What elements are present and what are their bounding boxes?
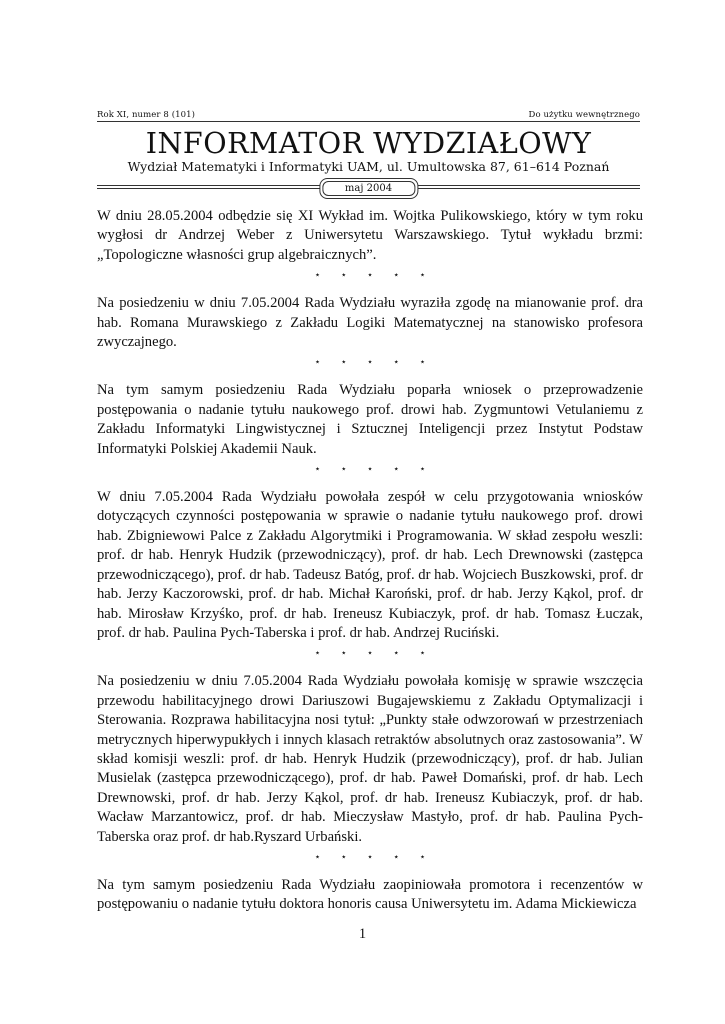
section-separator xyxy=(97,463,643,477)
header-topline xyxy=(97,110,640,120)
section-separator xyxy=(97,269,643,283)
star-icon: ⋆ xyxy=(314,648,321,660)
star-icon: ⋆ xyxy=(393,464,400,476)
date-banner xyxy=(97,178,640,198)
header-rule xyxy=(97,121,640,122)
paragraph-3: Na tym samym posiedzeniu Rada Wydziału poparła wniosek o przeprowadzenie postępowania o nadanie tytułu naukowego prof. drowi hab. Zygmuntowi Vetulaniemu z Zakładu Informatyki Lingwistycznej i Sztucznej Inteligencji przez Instytut Podstaw Informatyki Polskiej Akademii Nauk. xyxy=(97,382,643,457)
star-icon: ⋆ xyxy=(340,648,347,660)
page-number: 1 xyxy=(358,926,367,942)
paragraph-2: Na posiedzeniu w dniu 7.05.2004 Rada Wydziału wyraziła zgodę na mianowanie prof. dra hab. Romana Murawskiego z Zakładu Logiki Matematycznej na stanowisko profesora zwyczajnego. xyxy=(97,295,643,351)
star-icon: ⋆ xyxy=(419,357,426,369)
article-body xyxy=(97,207,643,915)
faculty-address: Wydział Matematyki i Informatyki UAM, ul. Umultowska 87, 61–614 Poznań xyxy=(127,159,610,174)
issue-number: Rok XI, numer 8 (101) xyxy=(97,110,196,120)
star-icon: ⋆ xyxy=(366,357,374,369)
star-icon: ⋆ xyxy=(366,851,374,863)
paragraph-5: Na posiedzeniu w dniu 7.05.2004 Rada Wydziału powołała komisję w sprawie wszczęcia przewodu habilitacyjnego drowi Dariuszowi Bugajewskiemu z Zakładu Optymalizacji i Sterowania. Rozprawa habilitacyjna nosi tytuł: „Punkty stałe odwzorowań w przestrzeniach metrycznych hiperwypukłych i innych klasach retraktów absolutnych oraz zastosowania”. W skład komisji weszli: prof. dr hab. Henryk Hudzik (przewodniczący), prof. dr hab. Julian Musielak (zastępca przewodniczącego), prof. dr hab. Paweł Domański, prof. dr hab. Lech Drewnowski, prof. dr hab. Jerzy Kąkol, prof. dr hab. Ireneusz Kubiaczyk, prof. dr hab. Wacław Marzantowicz, prof. dr hab. Mieczysław Mastyło, prof. dr hab. Paulina Pych-Taberska oraz prof. dr hab.Ryszard Urbański. xyxy=(97,673,643,845)
star-icon: ⋆ xyxy=(314,357,321,369)
paragraph-4: W dniu 7.05.2004 Rada Wydziału powołała zespół w celu przygotowania wniosków dotyczących czynności postępowania w sprawie o nadanie tytułu naukowego prof. drowi hab. Zbigniewowi Palce z Zakładu Algorytmiki i Programowania. W skład zespołu weszli: prof. dr hab. Henryk Hudzik (przewodniczący), prof. dr hab. Lech Drewnowski (zastępca przewodniczącego), prof. dr hab. Tadeusz Batóg, prof. dr hab. Wojciech Buszkowski, prof. dr hab. Jerzy Kaczorowski, prof. dr hab. Michał Karoński, prof. dr hab. Jerzy Kąkol, prof. dr hab. Mirosław Krzyśko, prof. dr hab. Ireneusz Kubiaczyk, prof. dr hab. Tomasz Łuczak, prof. dr hab. Paulina Pych-Taberska i prof. dr hab. Andrzej Ruciński. xyxy=(97,489,643,641)
star-icon: ⋆ xyxy=(393,357,400,369)
star-icon: ⋆ xyxy=(340,357,347,369)
star-icon: ⋆ xyxy=(419,464,426,476)
newsletter-title: INFORMATOR WYDZIAŁOWY xyxy=(145,127,592,160)
star-icon: ⋆ xyxy=(340,464,347,476)
section-separator xyxy=(97,647,643,661)
star-icon: ⋆ xyxy=(393,648,400,660)
distribution-note: Do użytku wewnętrznego xyxy=(528,110,640,120)
star-icon: ⋆ xyxy=(314,464,321,476)
star-icon: ⋆ xyxy=(419,851,426,863)
star-icon: ⋆ xyxy=(419,270,426,282)
star-icon: ⋆ xyxy=(366,464,374,476)
star-icon: ⋆ xyxy=(340,270,347,282)
star-icon: ⋆ xyxy=(340,851,347,863)
star-icon: ⋆ xyxy=(366,270,374,282)
section-separator xyxy=(97,851,643,865)
issue-date: maj 2004 xyxy=(322,181,415,196)
star-icon: ⋆ xyxy=(366,648,374,660)
masthead xyxy=(97,128,640,174)
star-icon: ⋆ xyxy=(393,851,400,863)
paragraph-6: Na tym samym posiedzeniu Rada Wydziału zaopiniowała promotora i recenzentów w postępowaniu o nadanie tytułu doktora honoris causa Uniwersytetu im. Adama Mickiewicza xyxy=(97,876,643,913)
section-separator xyxy=(97,356,643,370)
date-box xyxy=(319,178,418,199)
star-icon: ⋆ xyxy=(393,270,400,282)
paragraph-1: W dniu 28.05.2004 odbędzie się XI Wykład im. Wojtka Pulikowskiego, który w tym roku wygłosi dr Andrzej Weber z Uniwersytetu Warszawskiego. Tytuł wykładu brzmi: „Topologiczne własności grup algebraicznych”. xyxy=(97,208,643,263)
star-icon: ⋆ xyxy=(314,851,321,863)
star-icon: ⋆ xyxy=(314,270,321,282)
star-icon: ⋆ xyxy=(419,648,426,660)
